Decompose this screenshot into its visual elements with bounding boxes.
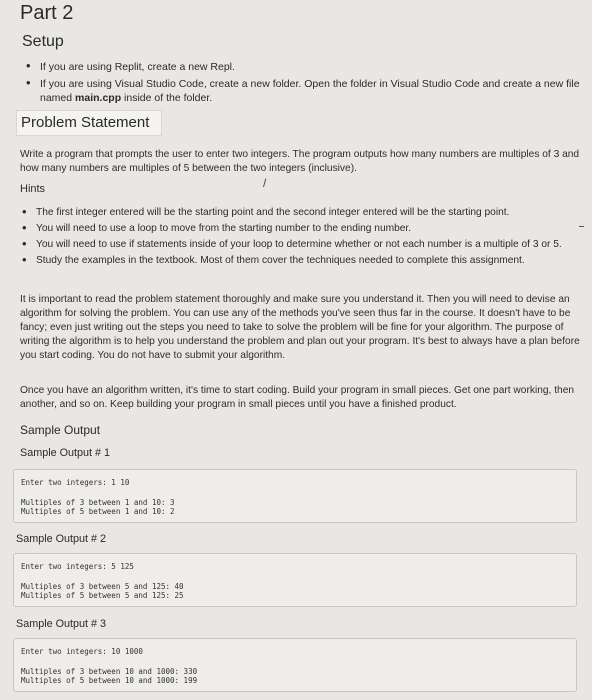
algorithm-paragraph: It is important to read the problem statement thoroughly and make sure you understand it. Then you will need to devise an algorithm for solving the problem. You can use any of the methods you've seen thus far in the course. It doesn't have to be fancy; even just writing out the steps you need to take to solve the problem will be fine for your algorithm. The purpose of writing the algorithm is to help you understand the problem and plan out your program. It's best to always have a plan before you start coding. You do not have to submit your algorithm. [20, 294, 580, 361]
problem-heading: Problem Statement [21, 114, 150, 131]
sample-output-label-3: Sample Output # 3 [16, 618, 107, 630]
hint-item: • You will need to use if statements inside of your loop to determine whether or not each number is a multiple of 3 or 5. [22, 238, 582, 252]
sample-output-block-3 [13, 638, 577, 692]
hint-item: • You will need to use a loop to move from the starting number to the ending number. [22, 222, 582, 236]
console-line: Multiples of 3 between 1 and 10: 3 [21, 498, 175, 507]
console-line: Multiples of 3 between 10 and 1000: 330 [21, 667, 198, 676]
setup-item-vscode [26, 77, 582, 105]
setup-list [26, 60, 582, 108]
setup-item-text: inside of the folder. [121, 92, 213, 104]
problem-description: Write a program that prompts the user to enter two integers. The program outputs how many numbers are multiples of 3 and how many numbers are multiples of 5 between the two integers (inclusive). [20, 149, 580, 174]
console-prompt: Enter two integers: 5 125 [21, 562, 134, 571]
sample-output-label-2: Sample Output # 2 [16, 533, 107, 545]
hint-item: • Study the examples in the textbook. Most of them cover the techniques needed to complete this assignment. [22, 254, 582, 268]
console-line: Multiples of 5 between 5 and 125: 25 [21, 591, 184, 600]
console-line: Multiples of 5 between 1 and 10: 2 [21, 507, 175, 516]
hints-heading: Hints [20, 183, 46, 195]
sample-output-block-2 [13, 553, 577, 607]
setup-heading: Setup [22, 33, 64, 50]
hint-item: • The first integer entered will be the starting point and the second integer entered will be the starting point. [22, 206, 582, 220]
sample-output-label-1: Sample Output # 1 [20, 447, 111, 459]
filename-text: main.cpp [75, 92, 122, 104]
console-prompt: Enter two integers: 10 1000 [21, 647, 143, 656]
sample-output-heading: Sample Output [20, 423, 101, 437]
coding-paragraph: Once you have an algorithm written, it's time to start coding. Build your program in small pieces. Get one part working, then another, and so on. Keep building your program in small pieces until you have a finished product. [20, 385, 575, 410]
setup-item-replit [26, 60, 582, 74]
hints-list [22, 206, 582, 270]
setup-item-text: If you are using Visual Studio Code, create a new folder. Open the folder in Visual Studio Code and create a new file named [40, 78, 580, 104]
sample-output-block-1 [13, 469, 577, 523]
console-line: Multiples of 5 between 10 and 1000: 199 [21, 676, 198, 685]
setup-item-text: If you are using Replit, create a new Repl. [40, 61, 235, 73]
stray-mark [579, 226, 584, 227]
cursor-mark: / [263, 176, 267, 190]
page-title: Part 2 [20, 2, 74, 24]
console-prompt: Enter two integers: 1 10 [21, 478, 130, 487]
console-line: Multiples of 3 between 5 and 125: 40 [21, 582, 184, 591]
